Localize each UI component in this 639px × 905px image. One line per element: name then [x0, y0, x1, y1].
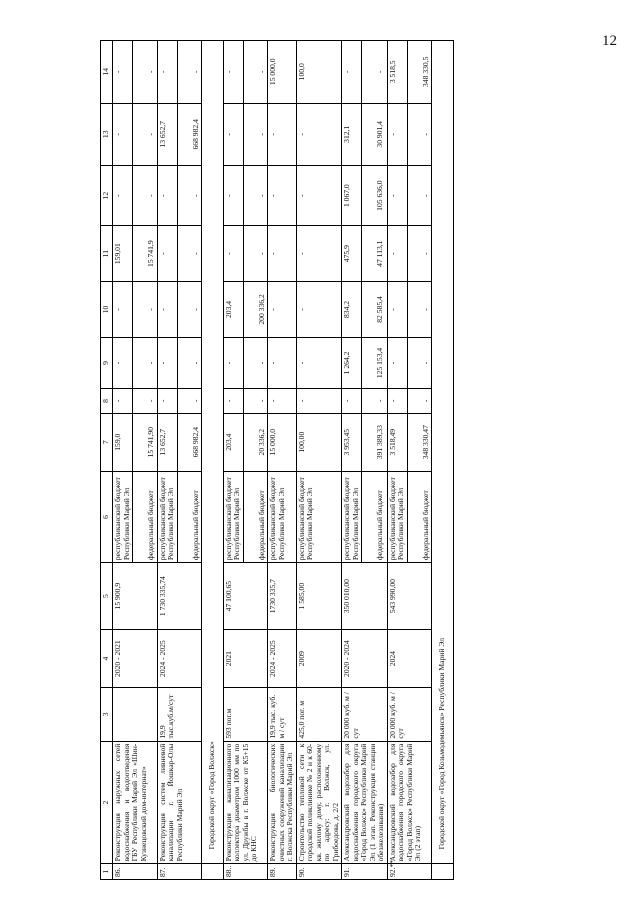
amount-cell: - [243, 226, 268, 282]
amount-cell: 834,2 [342, 282, 362, 338]
header-cell: 11 [101, 226, 113, 282]
amount-cell: 3 953,45 [342, 413, 362, 471]
amount-cell: - [407, 337, 432, 388]
amount-cell: - [268, 226, 297, 282]
amount-cell: - [243, 389, 268, 414]
amount-cell: - [387, 337, 407, 388]
row-number: 90. [296, 864, 342, 880]
capacity: 19,9 тыс.куб.м/сут [157, 688, 202, 742]
years: 2020 - 2024 [342, 630, 388, 688]
header-cell: 4 [101, 630, 113, 688]
amount-cell: 159,01 [113, 226, 133, 282]
row-number: 87. [157, 864, 202, 880]
amount-cell: 100,0 [296, 41, 342, 104]
amount-cell: 203,4 [223, 282, 243, 338]
amount-cell: 82 585,4 [362, 282, 387, 338]
amount-cell: - [177, 337, 202, 388]
project-name: Реконструкция биологических очистных сооружений канализации г. Волжска Республики Марий Эл [268, 741, 297, 864]
amount-cell: - [133, 41, 158, 104]
region-title: Городской округ «Город Козьмодемьянск» Республики Марий Эл [432, 41, 454, 864]
amount-cell: - [407, 389, 432, 414]
funding-source: республиканский бюджет Республики Марий Эл [113, 471, 133, 562]
amount-cell: - [296, 166, 342, 226]
years: 2021 [223, 630, 268, 688]
amount-cell: - [223, 389, 243, 414]
amount-cell: - [133, 389, 158, 414]
amount-cell: 15 000,0 [268, 413, 297, 471]
amount-cell: - [133, 166, 158, 226]
amount-cell: - [223, 337, 243, 388]
years: 2009 [296, 630, 342, 688]
amount-cell: - [342, 389, 362, 414]
total-cost: 543 990,00 [387, 563, 432, 630]
total-cost: 47 100,65 [223, 563, 268, 630]
table-row [113, 41, 133, 880]
amount-cell: - [296, 389, 342, 414]
total-cost: 1 585,00 [296, 563, 342, 630]
funding-source: республиканский бюджет Республики Марий Эл [387, 471, 407, 562]
funding-source: республиканский бюджет Республики Марий Эл [296, 471, 342, 562]
amount-cell: 1 067,0 [342, 166, 362, 226]
amount-cell: - [362, 41, 387, 104]
table-row [296, 41, 342, 880]
amount-cell: - [268, 166, 297, 226]
amount-cell: 100,00 [296, 413, 342, 471]
header-cell: 10 [101, 282, 113, 338]
amount-cell: 159,0 [113, 413, 133, 471]
funding-source: федеральный бюджет [177, 471, 202, 562]
header-cell: 5 [101, 563, 113, 630]
project-name: Александровский водозабор для водоснабжения городского округа «Город Волжск» Республики Марий Эл (1 этап. Реконструкция станции обезжелезивания) [342, 741, 388, 864]
funding-source: республиканский бюджет Республики Марий Эл [223, 471, 243, 562]
rotated-table-area [100, 20, 620, 880]
amount-cell: - [177, 41, 202, 104]
capacity: 425,0 пог. м [296, 688, 342, 742]
amount-cell: - [223, 226, 243, 282]
amount-cell: - [387, 282, 407, 338]
amount-cell: 15 741,90 [133, 413, 158, 471]
project-name: Реконструкция канализационного коллектора диаметром 1000 мм по ул. Дружбы в г. Волжске от К5+15 до КНС [223, 741, 268, 864]
row-number: 88.. [223, 864, 268, 880]
funding-source: федеральный бюджет [243, 471, 268, 562]
amount-cell: - [243, 166, 268, 226]
total-cost: 1730 335,7 [268, 563, 297, 630]
amount-cell: 15 741,9 [133, 226, 158, 282]
amount-cell: - [177, 389, 202, 414]
amount-cell: 105 636,0 [362, 166, 387, 226]
amount-cell: - [113, 41, 133, 104]
amount-cell: 391 389,33 [362, 413, 387, 471]
amount-cell: 125 153,4 [362, 337, 387, 388]
funding-source: федеральный бюджет [362, 471, 387, 562]
amount-cell: - [407, 166, 432, 226]
region-spacer [432, 864, 454, 880]
amount-cell: - [177, 282, 202, 338]
region-title: Городской округ «Город Волжск» [202, 41, 224, 864]
total-cost: 1 730 335,74 [157, 563, 202, 630]
capacity: 20 000 куб. м / сут [387, 688, 432, 742]
amount-cell: - [157, 389, 177, 414]
total-cost: 350 010,00 [342, 563, 388, 630]
table-row [157, 41, 177, 880]
amount-cell: - [387, 103, 407, 165]
amount-cell: - [133, 103, 158, 165]
amount-cell: - [113, 103, 133, 165]
amount-cell: - [177, 226, 202, 282]
table-row [223, 41, 243, 880]
amount-cell: - [113, 166, 133, 226]
project-name: Реконструкция наружных сетей водоснабжения и водоотведения ГБУ Республики Марий Эл «Шин-Кузнецовский дом-интернат» [113, 741, 158, 864]
amount-cell: - [157, 166, 177, 226]
region-row [202, 41, 224, 880]
header-cell: 8 [101, 389, 113, 414]
header-cell: 2 [101, 741, 113, 864]
amount-cell: - [296, 337, 342, 388]
amount-cell: - [407, 226, 432, 282]
header-row [101, 41, 113, 880]
amount-cell: - [387, 389, 407, 414]
amount-cell: - [223, 103, 243, 165]
amount-cell: - [243, 41, 268, 104]
amount-cell: 15 000,0 [268, 41, 297, 104]
amount-cell: 3 518,49 [387, 413, 407, 471]
table-row [387, 41, 407, 880]
funding-source: республиканский бюджет Республики Марий Эл [342, 471, 362, 562]
region-row [432, 41, 454, 880]
amount-cell: 47 113,1 [362, 226, 387, 282]
amount-cell: - [113, 389, 133, 414]
capacity: 593 пог.м [223, 688, 268, 742]
amount-cell: - [342, 41, 362, 104]
amount-cell: 200 336,2 [243, 282, 268, 338]
amount-cell: 203,4 [223, 413, 243, 471]
amount-cell: - [177, 166, 202, 226]
years: 2020 - 2021 [113, 630, 158, 688]
amount-cell: 348 330,47 [407, 413, 432, 471]
amount-cell: 668 982,4 [177, 413, 202, 471]
amount-cell: - [268, 337, 297, 388]
amount-cell: - [296, 103, 342, 165]
project-name: Строительство тепловой сети к городской поликлинике № 2 и к 60-кв. жилому дому, расположенному по адресу: г. Волжск, ул. Грибоедова, д. 2/2 [296, 741, 342, 864]
funding-source: республиканский бюджет Республики Марий Эл [268, 471, 297, 562]
amount-cell: - [157, 337, 177, 388]
amount-cell: 348 330,5 [407, 41, 432, 104]
header-cell: 9 [101, 337, 113, 388]
header-cell: 14 [101, 41, 113, 104]
amount-cell: - [407, 103, 432, 165]
amount-cell: 13 652,7 [157, 413, 177, 471]
row-number: 91. [342, 864, 388, 880]
amount-cell: - [387, 166, 407, 226]
amount-cell: 30 901,4 [362, 103, 387, 165]
funding-source: федеральный бюджет [133, 471, 158, 562]
capacity [113, 688, 158, 742]
amount-cell: - [223, 41, 243, 104]
table-row [342, 41, 362, 880]
row-number: 92.** [387, 864, 432, 880]
page-number: 12 [602, 33, 617, 49]
years: 2024 - 2025 [157, 630, 202, 688]
header-cell: 6 [101, 471, 113, 562]
amount-cell: - [157, 282, 177, 338]
amount-cell: 312,1 [342, 103, 362, 165]
amount-cell: - [268, 103, 297, 165]
table-row [268, 41, 297, 880]
amount-cell: - [223, 166, 243, 226]
amount-cell: - [387, 226, 407, 282]
amount-cell: - [157, 41, 177, 104]
capacity: 20 000 куб. м / сут [342, 688, 388, 742]
total-cost: 15 900,9 [113, 563, 158, 630]
header-cell: 7 [101, 413, 113, 471]
header-cell: 1 [101, 864, 113, 880]
years: 2024 [387, 630, 432, 688]
amount-cell: 668 982,4 [177, 103, 202, 165]
region-spacer [202, 864, 224, 880]
funding-source: республиканский бюджет Республики Марий Эл [157, 471, 177, 562]
amount-cell: - [113, 337, 133, 388]
amount-cell: - [296, 282, 342, 338]
header-cell: 13 [101, 103, 113, 165]
project-name: Реконструкция систем ливневой канализации г. Йошкар-Олы Республики Марий Эл [157, 741, 202, 864]
budget-table [100, 40, 454, 880]
header-cell: 3 [101, 688, 113, 742]
amount-cell: - [113, 282, 133, 338]
amount-cell: - [243, 103, 268, 165]
amount-cell: - [407, 282, 432, 338]
years: 2024 - 2025 [268, 630, 297, 688]
amount-cell: - [243, 337, 268, 388]
project-name: Александровский водозабор для водоснабжения городского округа «Город Волжск» Республики Марий Эл (2 этап) [387, 741, 432, 864]
row-number: 86. [113, 864, 158, 880]
amount-cell: - [296, 226, 342, 282]
amount-cell: - [133, 337, 158, 388]
amount-cell: 475,9 [342, 226, 362, 282]
row-number: 89. [268, 864, 297, 880]
amount-cell: - [268, 389, 297, 414]
amount-cell: 13 652,7 [157, 103, 177, 165]
amount-cell: 1 264,2 [342, 337, 362, 388]
amount-cell: - [133, 282, 158, 338]
capacity: 19,9 тыс. куб. м / сут [268, 688, 297, 742]
amount-cell: 20 336,2 [243, 413, 268, 471]
funding-source: федеральный бюджет [407, 471, 432, 562]
amount-cell: 3 518,5 [387, 41, 407, 104]
amount-cell: - [157, 226, 177, 282]
header-cell: 12 [101, 166, 113, 226]
amount-cell: - [268, 282, 297, 338]
amount-cell: - [362, 389, 387, 414]
